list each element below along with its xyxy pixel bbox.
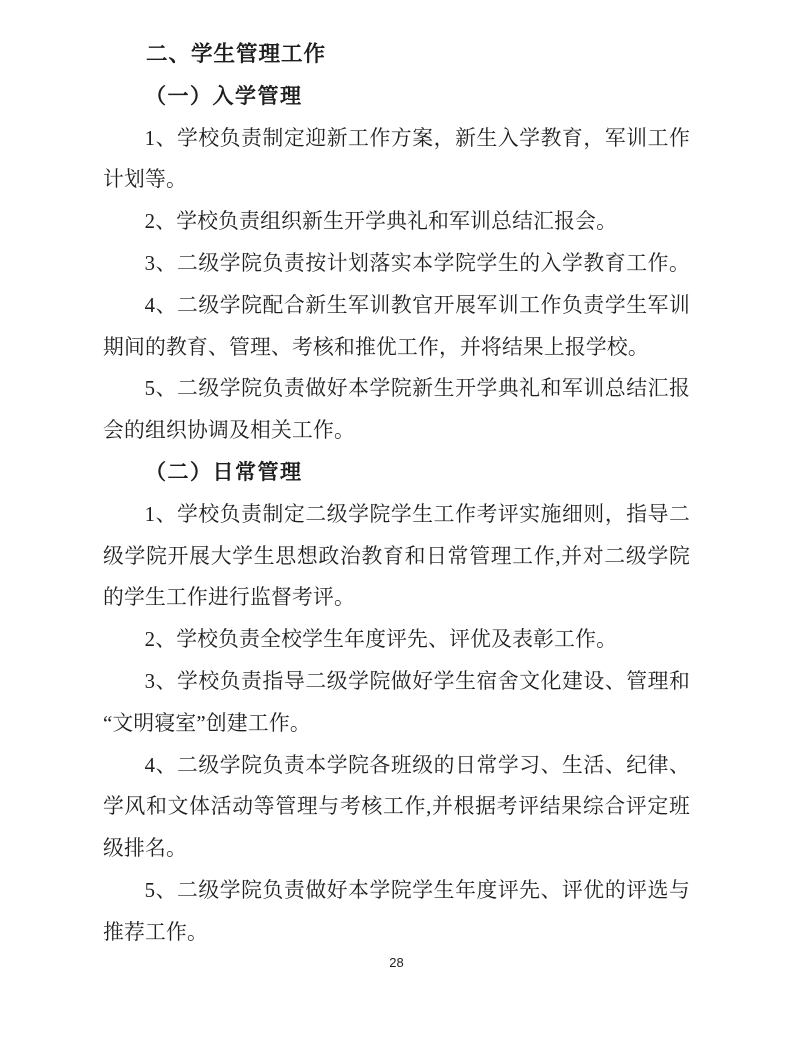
paragraph [103,243,690,285]
paragraph-line: 5、二级学院负责做好本学院新生开学典礼和军训总结汇报 [144,377,690,401]
paragraph-line: 2、学校负责组织新生开学典礼和军训总结汇报会。 [144,210,618,234]
paragraph [103,201,690,243]
paragraph [103,661,690,745]
paragraph-line: 会的组织协调及相关工作。 [103,419,355,443]
document-heading: 二、学生管理工作 [146,42,327,66]
paragraph-line: 1、学校负责制定二级学院学生工作考评实施细则，指导二 [144,502,690,526]
paragraph-line: 学风和文体活动等管理与考核工作,并根据考评结果综合评定班 [103,795,690,819]
section-title: （一）入学管理 [145,83,303,108]
paragraph [103,368,690,452]
paragraph-line: 的学生工作进行监督考评。 [103,586,355,610]
paragraph-line: 期间的教育、管理、考核和推优工作，并将结果上报学校。 [103,335,649,359]
page-number: 28 [389,954,404,970]
paragraph-line: 1、学校负责制定迎新工作方案，新生入学教育，军训工作 [144,126,690,150]
paragraph-line: “文明寝室”创建工作。 [103,711,311,735]
section-enrollment-management [103,76,690,452]
document-content [103,34,690,970]
paragraph [103,870,690,954]
paragraph [103,494,690,619]
paragraph [103,118,690,202]
paragraph-line: 2、学校负责全校学生年度评先、评优及表彰工作。 [144,628,618,652]
paragraph [103,285,690,369]
paragraph-line: 4、二级学院负责本学院各班级的日常学习、生活、纪律、 [144,753,690,777]
paragraph-line: 级学院开展大学生思想政治教育和日常管理工作,并对二级学院 [103,544,690,568]
paragraph-line: 级排名。 [103,837,187,861]
paragraph-line: 3、二级学院负责按计划落实本学院学生的入学教育工作。 [144,251,690,275]
section-daily-management [103,452,690,954]
paragraph [103,619,690,661]
paragraph-line: 计划等。 [103,168,187,192]
paragraph-line: 5、二级学院负责做好本学院学生年度评先、评优的评选与 [144,878,690,902]
paragraph-line: 4、二级学院配合新生军训教官开展军训工作负责学生军训 [144,293,690,317]
paragraph-line: 推荐工作。 [103,920,208,944]
paragraph [103,745,690,870]
section-title: （二）日常管理 [145,459,303,484]
paragraph-line: 3、学校负责指导二级学院做好学生宿舍文化建设、管理和 [144,669,690,693]
